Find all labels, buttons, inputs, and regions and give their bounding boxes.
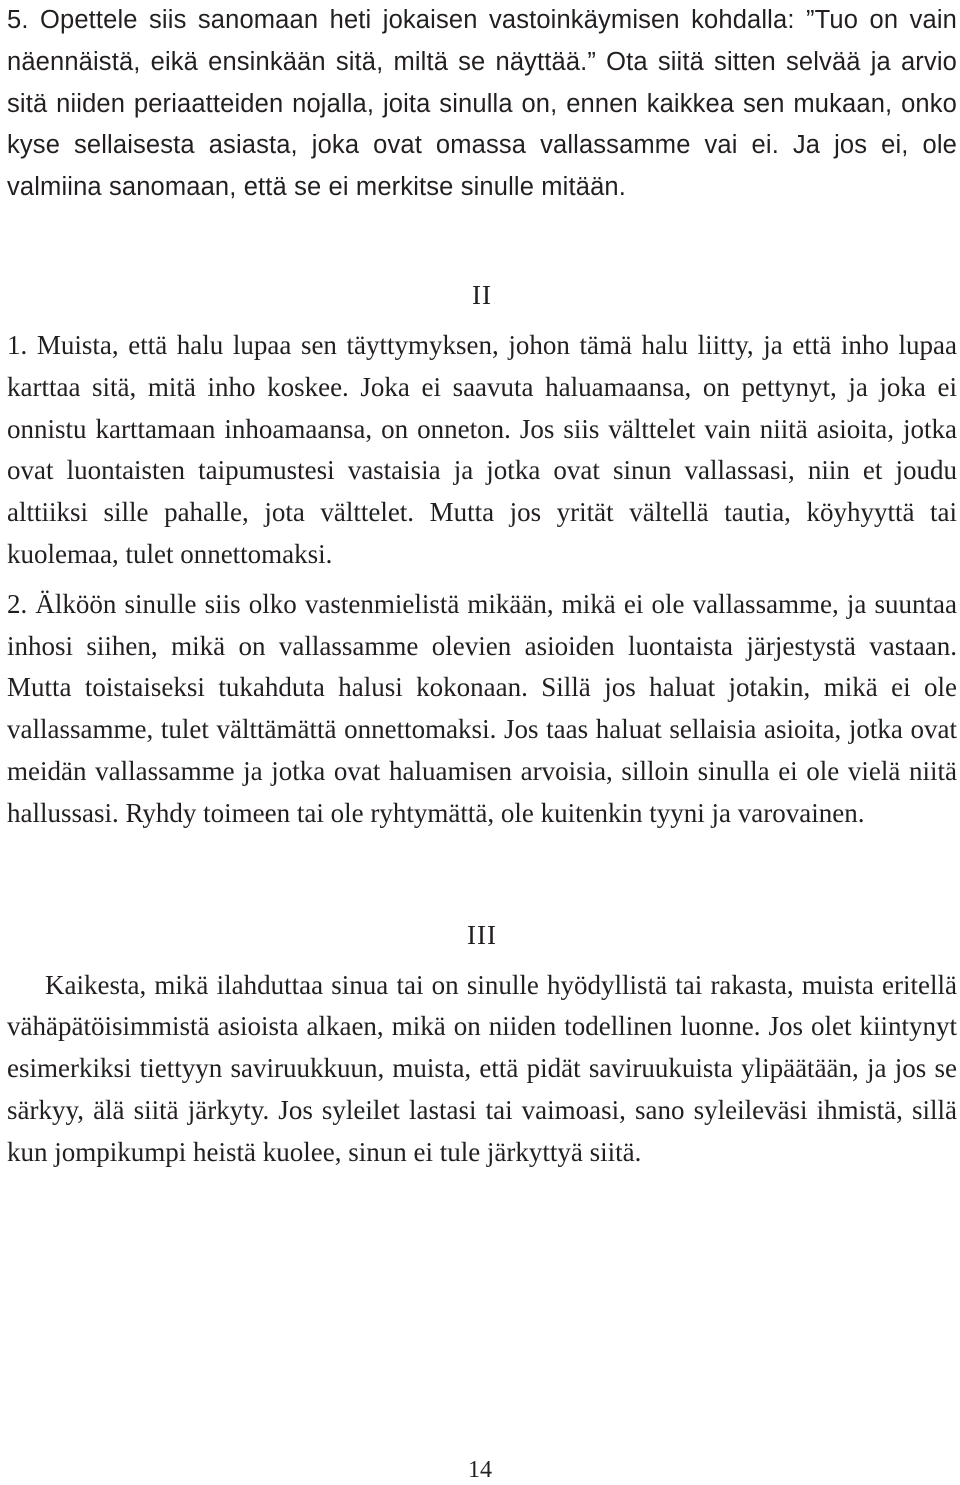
book-page [7,0,957,1174]
section-ii-paragraph-1: 1. Muista, että halu lupaa sen täyttymyksen, johon tämä halu liitty, ja että inho lupaa karttaa sitä, mitä inho koskee. Joka ei saavuta haluamaansa, on pettynyt, ja joka ei onnistu karttamaan inhoamaansa, on onneton. Jos siis välttelet vain niitä asioita, jotka ovat luontaisten taipumustesi vastaisia ja jotka ovat sinun vallassasi, niin et joudu alttiiksi sille pahalle, jota välttelet. Mutta jos yrität vältellä tautia, köyhyyttä tai kuolemaa, tulet onnettomaksi. [7,329,957,569]
section-heading-iii: III [467,919,497,950]
section-ii-paragraph-2: 2. Älköön sinulle siis olko vastenmielistä mikään, mikä ei ole vallassamme, ja suuntaa inhosi siihen, mikä on vallassamme olevien asioiden luontaista järjestystä vastaan. Mutta toistaiseksi tukahduta halusi kokonaan. Sillä jos haluat jotakin, mikä ei ole vallassamme, tulet välttämättä onnettomaksi. Jos taas haluat sellaisia asioita, jotka ovat meidän vallassamme ja jotka ovat haluamisen arvoisia, silloin sinulla ei ole vielä niitä hallussasi. Ryhdy toimeen tai ole ryhtymättä, ole kuitenkin tyyni ja varovainen. [7,588,957,828]
section-heading-ii: II [472,279,492,310]
paragraph-5: 5. Opettele siis sanomaan heti jokaisen vastoinkäymisen kohdalla: ”Tuo on vain näennäistä, eikä ensinkään sitä, miltä se näyttää.” Ota siitä sitten selvää ja arvio sitä niiden periaatteiden nojalla, joita sinulla on, ennen kaikkea sen mukaan, onko kyse sellaisesta asiasta, joka ovat omassa vallassamme vai ei. Ja jos ei, ole valmiina sanomaan, että se ei merkitse sinulle mitään. [7,6,957,202]
section-iii-paragraph-1: Kaikesta, mikä ilahduttaa sinua tai on sinulle hyödyllistä tai rakasta, muista eritellä vähäpätöisimmistä asioista alkaen, mikä on niiden todellinen luonne. Jos olet kiintynyt esimerkiksi tiettyyn saviruukkuun, muista, että pidät saviruukuista ylipäätään, ja jos se särkyy, älä siitä järkyty. Jos syleilet lastasi tai vaimoasi, sano syleileväsi ihmistä, sillä kun jompikumpi heistä kuolee, sinun ei tule järkyttyä siitä. [7,969,957,1167]
page-number: 14 [468,1457,492,1483]
